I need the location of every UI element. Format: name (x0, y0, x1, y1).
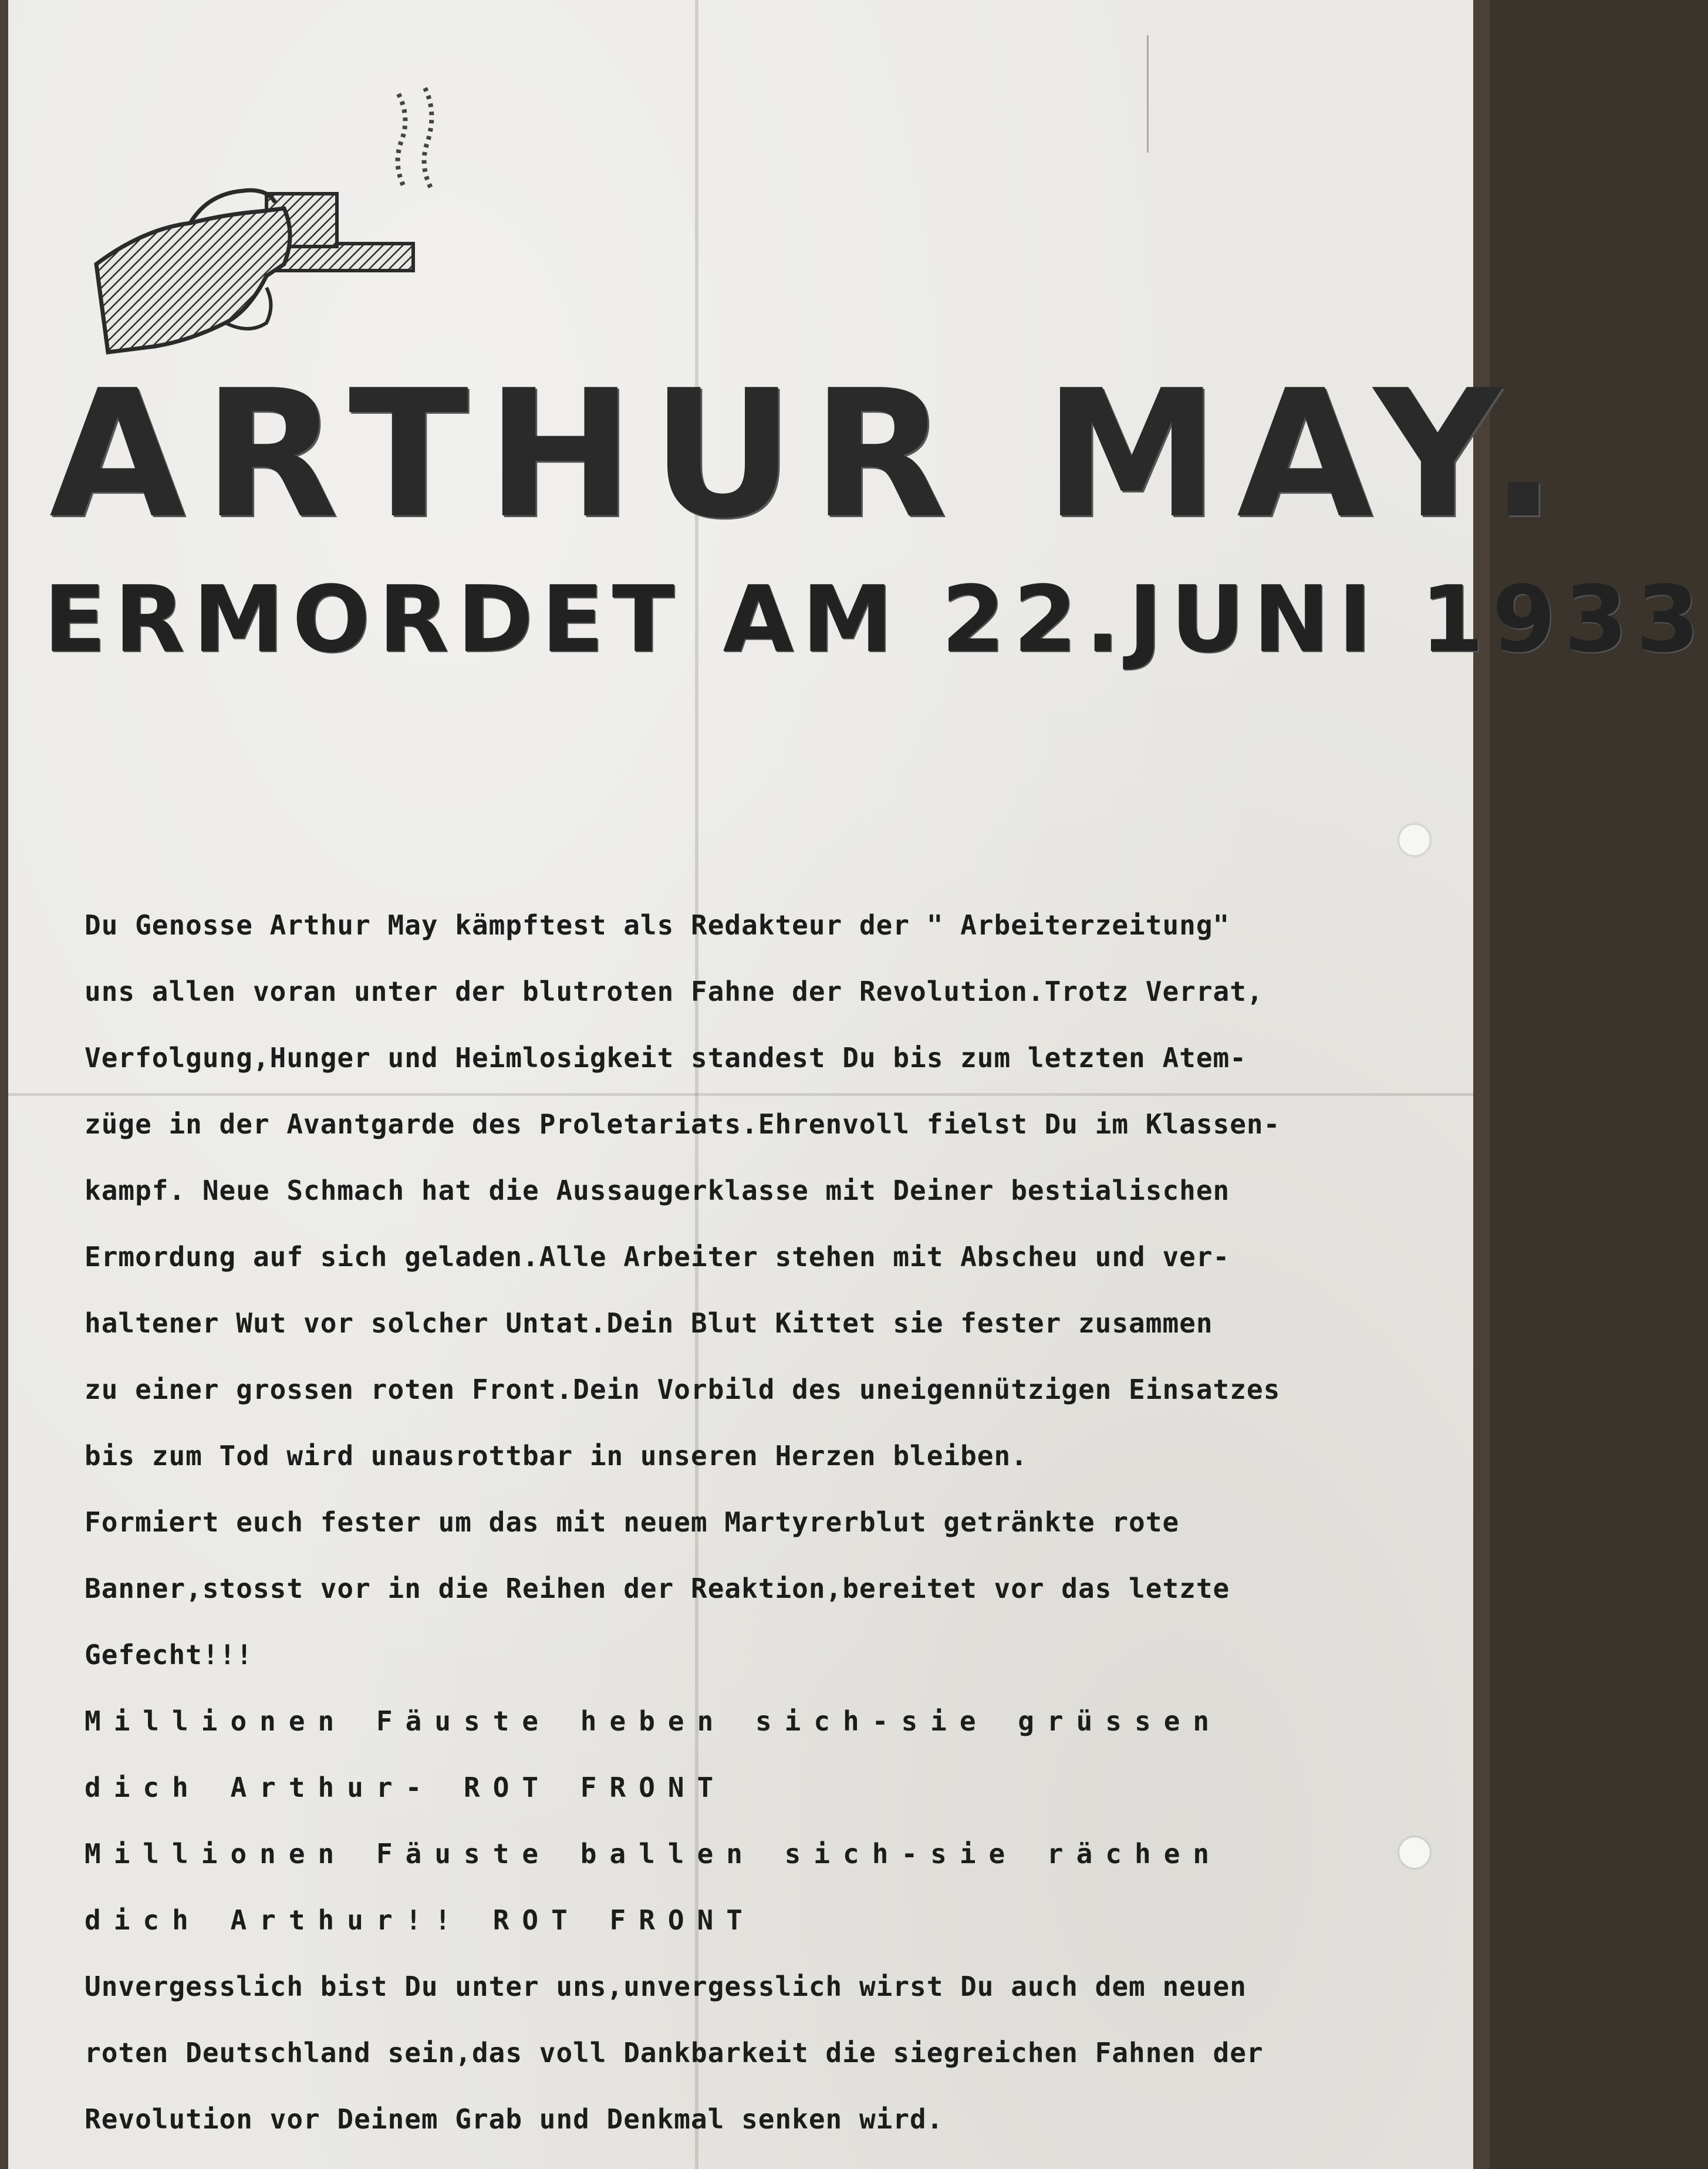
body-line: Revolution vor Deinem Grab und Denkmal senken wird. (85, 2103, 944, 2135)
body-line: bis zum Tod wird unausrottbar in unseren Herzen bleiben. (85, 1440, 1028, 1472)
body-line: uns allen voran unter der blutroten Fahne der Revolution.Trotz Verrat, (85, 976, 1264, 1007)
body-line: Millionen Fäuste ballen sich-sie rächen (85, 1838, 1223, 1870)
body-line: dich Arthur!! ROT FRONT (85, 1904, 755, 1936)
body-line: zu einer grossen roten Front.Dein Vorbild des uneigennützigen Einsatzes (85, 1374, 1281, 1405)
body-line: Unvergesslich bist Du unter uns,unvergesslich wirst Du auch dem neuen (85, 1971, 1247, 2002)
body-line: Ermordung auf sich geladen.Alle Arbeiter stehen mit Abscheu und ver- (85, 1241, 1230, 1273)
paper-crease (1147, 35, 1149, 153)
body-line: Gefecht!!! (85, 1639, 253, 1671)
body-line: Verfolgung,Hunger und Heimlosigkeit standest Du bis zum letzten Atem- (85, 1042, 1247, 1074)
punch-hole (1399, 825, 1430, 855)
body-line: dich Arthur- ROT FRONT (85, 1772, 727, 1803)
body-line: kampf. Neue Schmach hat die Aussaugerklasse mit Deiner bestialischen (85, 1175, 1230, 1206)
body-line: Du Genosse Arthur May kämpftest als Redakteur der " Arbeiterzeitung" (85, 909, 1230, 941)
hand-pistol-icon (73, 76, 460, 382)
leaflet-body (85, 892, 1458, 2153)
body-line: Formiert euch fester um das mit neuem Martyrerblut getränkte rote (85, 1506, 1180, 1538)
body-line: Banner,stosst vor in die Reihen der Reaktion,bereitet vor das letzte (85, 1573, 1230, 1604)
body-line: haltener Wut vor solcher Untat.Dein Blut Kittet sie fester zusammen (85, 1307, 1213, 1339)
body-line: roten Deutschland sein,das voll Dankbarkeit die siegreichen Fahnen der (85, 2037, 1264, 2069)
body-line: züge in der Avantgarde des Proletariats.Ehrenvoll fielst Du im Klassen- (85, 1108, 1281, 1140)
headline: ARTHUR MAY. (49, 352, 1575, 557)
body-line: Millionen Fäuste heben sich-sie grüssen (85, 1705, 1223, 1737)
subheadline: ERMORDET AM 22.JUNI 1933 (43, 566, 1708, 673)
leaflet-sheet (8, 0, 1708, 2169)
